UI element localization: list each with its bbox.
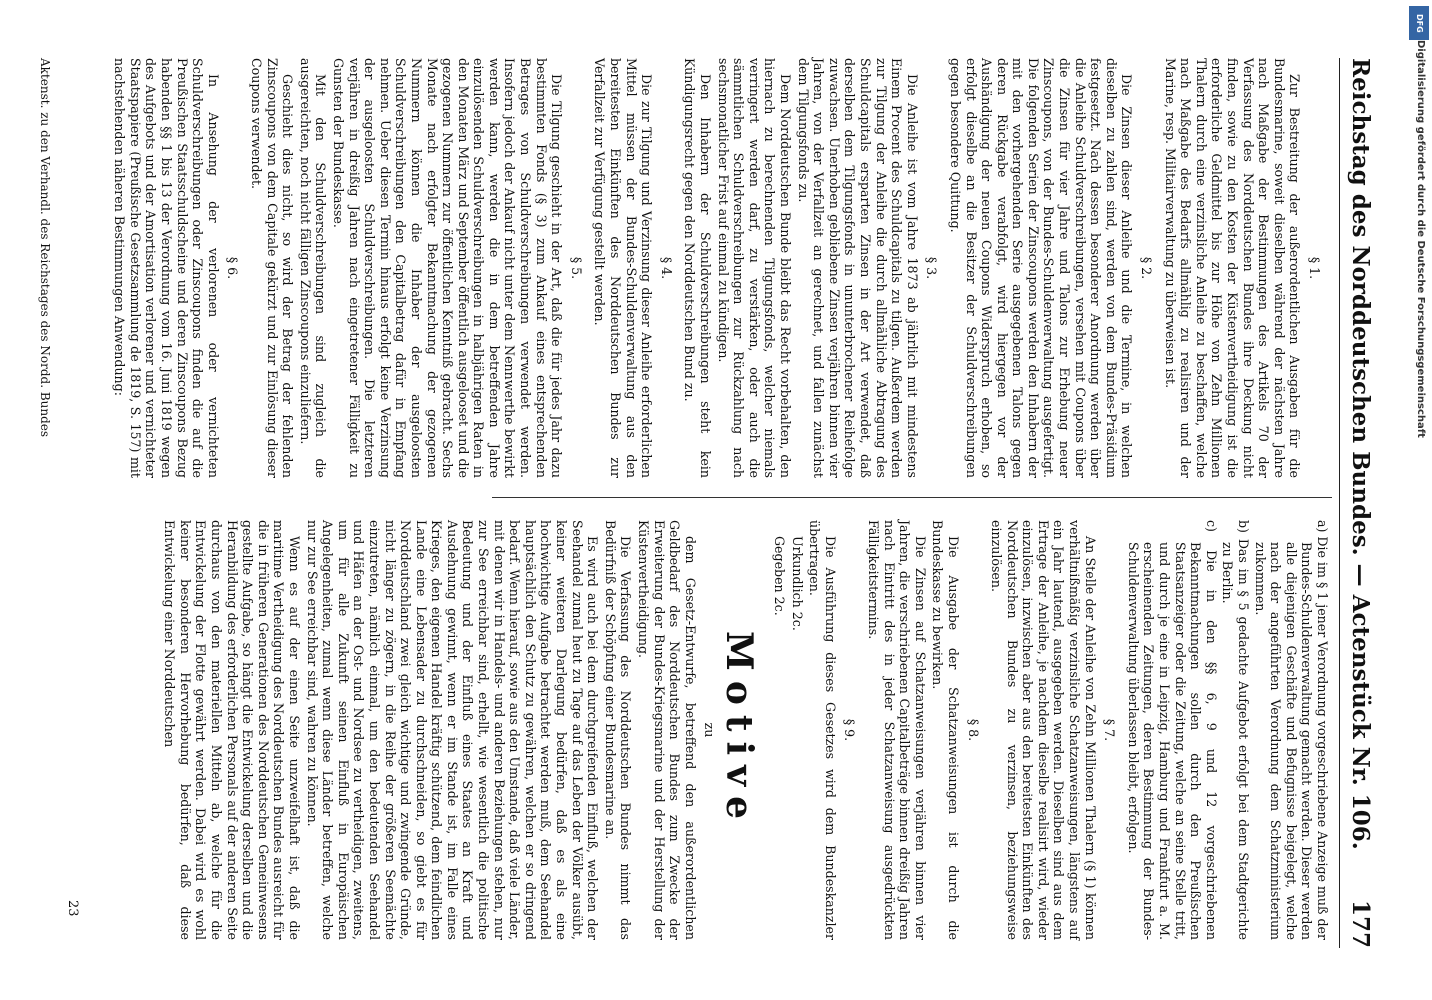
text-block: Dem Norddeutschen Bunde bleibt das Recht vorbehalten, den hiernach zu berechnenden Tilgungsfonds, welcher niemals verringert werden darf, zu verstärken, oder auch die sämmtlichen Schuldverschreibungen zur Rückzahlung nach sechsmonatlicher Frist auf einmal zu kündigen. xyxy=(715,58,793,478)
section-heading: § 4. xyxy=(658,256,674,280)
dfg-logo: DFG xyxy=(1409,6,1429,40)
text-block: Es wird auch bei dem durchgreifenden Einfluß, welchen der Seehandel zumal heut zu Tage auf das Leben der Völker ausübt, keiner weiteren Darlegung bedürfen, daß es als eine hochwichtige Aufgabe betrachtet werden muß, dem Seehandel hauptsächlich den Schutz zu gewähren, welchen er so dringend bedarf. Wenn hierauf, sowie aus den Umstande, daß viele Länder, mit denen wir in Handels- und anderen Beziehungen stehen, nur zur See erreichbar sind, erhellt, wie wesentlich die politische Bedeutung und der Einfluß eines Staates an Kraft und Ausdehnung gewinnt, wenn er im Stande ist, im Falle eines Krieges, den eigenen Handel kräftig schützend, dem feindlichen Lande eine Lebensader zu durchschneiden, so giebt es für Norddeutschland zwei gleich wichtige und zwingende Gründe, nicht länger zu zögern, in die Reihe der größeren Seemächte einzutreten, nämlich einmal, um den bedeutenden Seehandel und Häfen an der Ost- und Nordsee zu vertheidigen, zweitens, um für alle Zukunft seinen Einfluß in Europäischen Angelegenheiten, zumal wenn diese Länder betreffen, welche nur zur See erreichbar sind, wahren zu können. xyxy=(304,520,601,940)
text-block: Den Inhabern der Schuldverschreibungen steht kein Kündigungsrecht gegen den Norddeutschen Bund zu. xyxy=(682,58,714,478)
text-block: Gegeben 2c. xyxy=(772,536,787,616)
section-heading: § 9. xyxy=(842,718,858,742)
text-block: Zur Bestreitung der außerordentlichen Ausgaben für die Bundesmarine, soweit dieselben während der nächsten Jahre nach Maßgabe der Bestimmungen des Artikels 70 der Verfassung des Norddeutschen Bundes ihre Deckung nicht finden, sowie zu den Kosten der Küstenvertheidigung ist die erforderliche Geldmittel bis zur Höhe von Zehn Millionen Thalern durch eine verzinsliche Anleihe zu beschaffen, welche nach Maßgabe des Bedarfs allmählig zu realisiren und der Marine, resp. Militairverwaltung zu überweisen ist. xyxy=(1162,58,1303,478)
page-number: 177 xyxy=(1347,899,1374,948)
text-block: c) Die in den §§ 6, 9 und 12 vorgeschriebenen Bekanntmachungen sollen durch den Preußischen Staatsanzeiger oder die Zeitung, welche an seine Stelle tritt, und durch je eine in Leipzig, Hamburg und Frankfurt a. M. erscheinenden Zeitungen, deren Bestimmung der Bundes-Schuldenverwaltung überlassen bleibt, erfolgen. xyxy=(1125,520,1219,940)
page-footer: Aktenst. zu den Verhandl. des Reichstages des Nordd. Bundes xyxy=(38,58,52,438)
text-block: Die Tilgung geschieht in der Art, daß die für jedes Jahr dazu bestimmten Fonds (§ 3) zum Ankauf eines entsprechenden Betrages von Schuldverschreibungen verwendet werden. Insofern jedoch der Ankauf nicht unter dem Nennwerthe bewirkt werden kann, werden die in dem betreffenden Jahre einzulösenden Schuldverschreibungen in halbjährigen Raten in den Monaten März und September öffentlich ausgelooset und die gezogenen Nummern zur öffentlichen Kenntniß gebracht. Sechs Monate nach erfolgter Bekanntmachung der gezogenen Nummern können die Inhaber der ausgeloosten Schuldverschreibungen den Capitalbetrag dafür in Empfang nehmen. Ueber diesen Termin hinaus erfolgt keine Verzinsung der ausgeloosten Schuldverschreibungen. Die letzteren verjähren in dreißig Jahren nach eingetretener Fälligkeit zu Gunsten der Bundeskasse. xyxy=(330,58,565,478)
section-heading: § 7. xyxy=(1102,718,1118,742)
text-block: Die Zinsen auf Schatzanweisungen verjähren binnen vier Jahren, die verschriebenen Capitalbeträge binnen dreißig Jahren nach Eintritt des in jeder Schatzanweisung ausgedrückten Fälligkeitstermins. xyxy=(865,520,928,940)
text-block: Die Ausführung dieses Gesetzes wird dem Bundeskanzler übertragen. xyxy=(807,520,838,940)
text-block: zu xyxy=(702,722,718,738)
motive-heading: Motive xyxy=(718,631,761,829)
text-block: dem Gesetz-Entwurfe, betreffend den außerordentlichen Geldbedarf des Norddeutschen Bundes zum Zwecke der Erweiterung der Bundes-Kriegsmarine und der Herstellung der Küstenvertheidigung. xyxy=(636,520,698,940)
section-heading: § 5. xyxy=(568,256,584,280)
section-heading: § 8. xyxy=(965,718,981,742)
text-block: Die Anleihe ist vom Jahre 1873 ab jährlich mit mindestens Einem Procent des Schuldcapitals zu tilgen. Außerdem werden zur Tilgung der Anleihe die durch allmähliche Abtragung des Schuldcapitals ersparten Zinsen in der Art verwendet, daß derselben dem Tilgungsfonds in ununterbrochener Reihefolge zuwachsen. Unerhoben gebliebene Zinsen verjähren binnen vier Jahren, von der Verfallzeit an gerechnet, und fallen zunächst dem Tilgungsfonds zu. xyxy=(795,58,920,478)
section-heading: § 2. xyxy=(1139,256,1155,280)
text-block: Die Ausgabe der Schatzanweisungen ist durch die Bundeskasse zu bewirken. xyxy=(930,520,961,940)
text-block: Die zur Tilgung und Verzinsung dieser Anleihe erforderlichen Mittel müssen der Bundes-Schuldenverwaltung aus den bereitesten Einkünften des Norddeutschen Bundes zur Verfallzeit zur Verfügung gestellt werden. xyxy=(592,58,655,478)
right-column xyxy=(160,520,1330,940)
text-block: Geschieht dies nicht, so wird der Betrag der fehlenden Zinscoupons von dem Capitale gekürzt und zur Einlösung dieser Coupons verwendet. xyxy=(249,58,296,478)
text-block: a) Die im § 1 jener Verordnung vorgeschriebene Anzeige muß der Bundes-Schuldenverwaltung gemacht werden. Dieser werden alle diejenigen Geschäfte und Befugnisse beigelegt, welche nach der angeführten Verordnung dem Schatzministerium zukommen. xyxy=(1252,520,1330,940)
digitization-credit: Digitalisierung gefördert durch die Deutsche Forschungsgemeinschaft xyxy=(1415,40,1426,438)
text-block: Mit den Schuldverschreibungen sind zugleich die ausgereichten, noch nicht fälligen Zinscoupons einzuliefern. xyxy=(297,58,329,478)
sheet-number: 23 xyxy=(65,900,80,917)
text-block: Wenn es auf der einen Seite unzweifelhaft ist, daß die maritime Vertheidigung des Norddeutschen Bundes ausreicht für die in früheren Generationen des Norddeutschen Gemeinwesens gestellte Aufgabe, so hängt die Entwickelung derselben und die Heranbildung des erforderlichen Personals auf der anderen Seite durchaus von den materiellen Mitteln ab, welche für die Entwickelung der Flotte gewährt werden. Dabei wird es wohl keiner besonderen Hervorhebung bedürfen, daß diese Entwickelung einer Norddeutschen xyxy=(162,520,302,940)
section-heading: § 3. xyxy=(924,256,940,280)
digitization-strip xyxy=(1408,0,1432,1000)
text-block: Urkundlich 2c. xyxy=(789,536,805,631)
text-block: An Stelle der Anleihe von Zehn Millionen Thalern (§ 1) können verhältnißmäßig verzinsliche Schatzanweisungen, längstens auf ein Jahr lautend, ausgegeben werden. Dieselben sind aus dem Ertrage der Anleihe, je nachdem dieselbe realisirt wird, wieder einzulösen, inzwischen aber aus den bereitesten Einkünften des Norddeutschen Bundes zu verzinsen, beziehungsweise einzulösen. xyxy=(989,520,1098,940)
section-heading: § 1. xyxy=(1307,256,1322,280)
text-block: In Ansehung der verlorenen oder vernichteten Schuldverschreibungen oder Zinscoupons finden die auf die Preußischen Staatsschuldscheine und deren Zinscoupons Bezug habenden §§ 1 bis 13 der Verordnung vom 16. Juni 1819 wegen des Aufgebots und der Amortisation verlorener und vernichteter Staatspapiere (Preußische Gesetzsammlung de 1819, S. 157) mit nachstehenden näheren Bestimmungen Anwendung: xyxy=(112,58,221,478)
column-divider xyxy=(492,497,1332,498)
text-block: Die Zinsen dieser Anleihe und die Termine, in welchen dieselben zu zahlen sind, werden von dem Bundes-Präsidium festgesetzt. Nach dessen besonderer Anordnung werden über die Anleihe Schuldverschreibungen, versehen mit Coupons über die Zinsen für vier Jahre und Talons zur Erhebung neuer Zinscoupons, von der Bundes-Schuldenverwaltung ausgefertigt. Die folgenden Serien der Zinscoupons werden den Inhabern der mit den vorhergehenden Serie ausgegebenen Talons gegen deren Rückgabe verabfolgt, wird hiergegen vor der Aushändigung der neuen Coupons Widerspruch erhoben, so erfolgt dieselbe an die Besitzer der Schuldverschreibungen gegen besondere Quittung. xyxy=(947,58,1135,478)
page-title: Reichstag des Norddeutschen Bundes. — Actenstück Nr. 106. xyxy=(1347,58,1374,850)
text-block: b) Das im § 5 gedachte Aufgebot erfolgt bei dem Stadtgerichte zu Berlin. xyxy=(1220,520,1252,940)
text-block: Die Verfassung des Norddeutschen Bundes nimmt das Bedürfniß der Schöpfung einer Bundesmarine an. xyxy=(602,520,634,940)
page-header xyxy=(1339,58,1380,948)
section-heading: § 6. xyxy=(225,256,241,280)
left-column xyxy=(110,58,1330,478)
